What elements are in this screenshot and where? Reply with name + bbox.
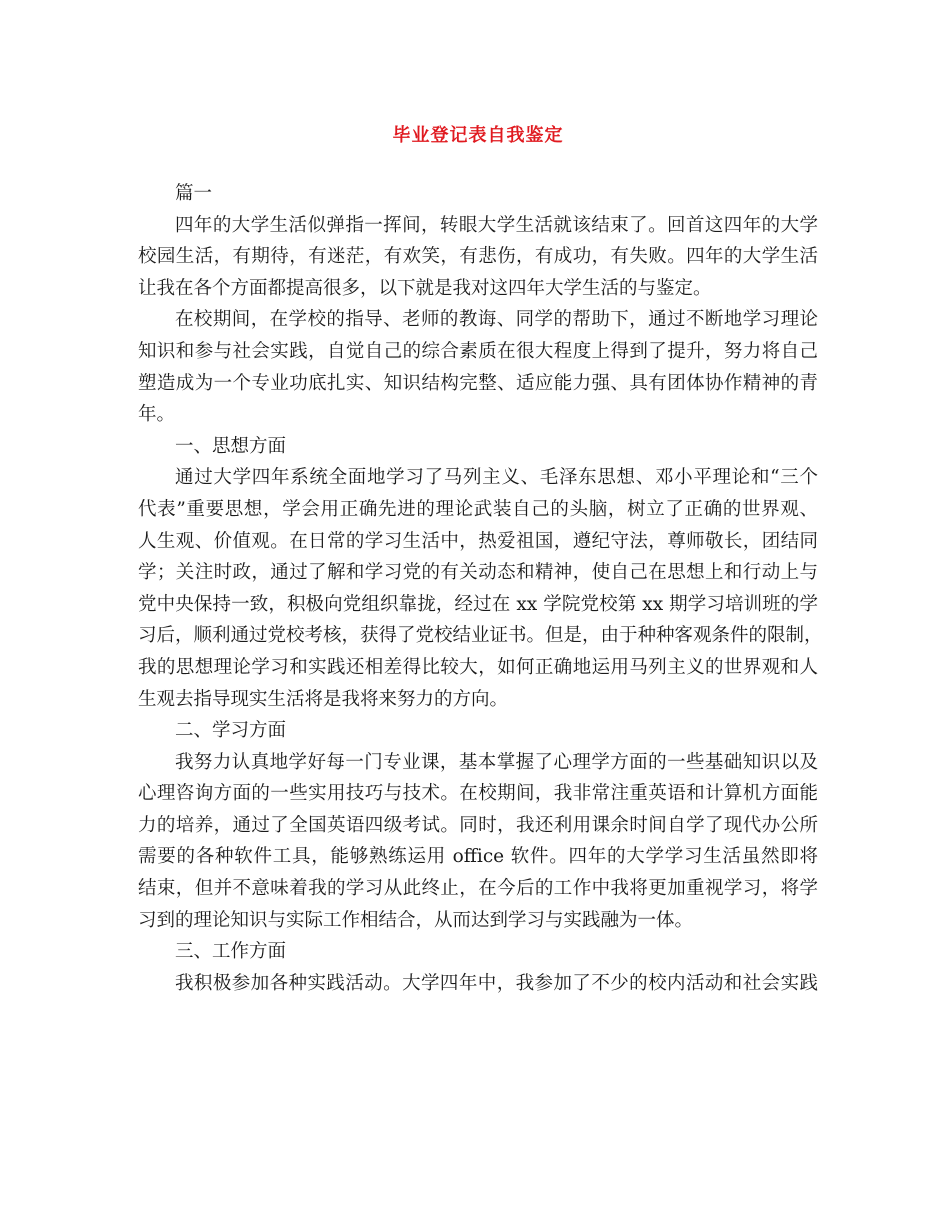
text-line: 需要的各种软件工具，能够熟练运用 office 软件。四年的大学学习生活虽然即将 bbox=[138, 846, 818, 868]
text-line: 三、工作方面 bbox=[175, 941, 287, 963]
text-line: 学；关注时政，通过了解和学习党的有关动态和精神，使自己在思想上和行动上与 bbox=[138, 562, 818, 584]
text-line: 我努力认真地学好每一门专业课，基本掌握了心理学方面的一些基础知识以及 bbox=[175, 751, 818, 773]
text-line: 塑造成为一个专业功底扎实、知识结构完整、适应能力强、具有团体协作精神的青 bbox=[138, 372, 818, 394]
text-line: 知识和参与社会实践，自觉自己的综合素质在很大程度上得到了提升，努力将自己 bbox=[138, 340, 818, 362]
text-line: 在校期间，在学校的指导、老师的教诲、同学的帮助下，通过不断地学习理论 bbox=[175, 309, 818, 331]
text-line: 年。 bbox=[138, 404, 176, 426]
text-line: 篇一 bbox=[175, 183, 213, 204]
text-line: 习后，顺利通过党校考核，获得了党校结业证书。但是，由于种种客观条件的限制， bbox=[138, 625, 823, 647]
text-line: 通过大学四年系统全面地学习了马列主义、毛泽东思想、邓小平理论和“三个 bbox=[175, 467, 818, 489]
text-line: 二、学习方面 bbox=[175, 720, 287, 742]
document-body bbox=[138, 178, 823, 999]
text-line: 我积极参加各种实践活动。大学四年中，我参加了不少的校内活动和社会实践 bbox=[175, 972, 818, 994]
text-line: 生观去指导现实生活将是我将来努力的方向。 bbox=[138, 688, 509, 710]
text-line: 一、思想方面 bbox=[175, 435, 287, 457]
text-line: 校园生活，有期待，有迷茫，有欢笑，有悲伤，有成功，有失败。四年的大学生活 bbox=[138, 246, 818, 268]
text-line: 力的培养，通过了全国英语四级考试。同时，我还利用课余时间自学了现代办公所 bbox=[138, 814, 818, 836]
text-line: 四年的大学生活似弹指一挥间，转眼大学生活就该结束了。回首这四年的大学 bbox=[175, 214, 818, 236]
document-page bbox=[138, 120, 823, 999]
text-line: 心理咨询方面的一些实用技巧与技术。在校期间，我非常注重英语和计算机方面能 bbox=[138, 783, 818, 805]
text-line: 代表”重要思想，学会用正确先进的理论武装自己的头脑，树立了正确的世界观、 bbox=[138, 498, 818, 520]
text-line: 让我在各个方面都提高很多，以下就是我对这四年大学生活的与鉴定。 bbox=[138, 277, 712, 299]
document-title: 毕业登记表自我鉴定 bbox=[392, 125, 564, 146]
text-line: 我的思想理论学习和实践还相差得比较大，如何正确地运用马列主义的世界观和人 bbox=[138, 656, 818, 678]
text-line: 党中央保持一致，积极向党组织靠拢，经过在 xx 学院党校第 xx 期学习培训班的学 bbox=[138, 593, 818, 615]
text-line: 习到的理论知识与实际工作相结合，从而达到学习与实践融为一体。 bbox=[138, 909, 694, 931]
text-line: 人生观、价值观。在日常的学习生活中，热爱祖国，遵纪守法，尊师敬长，团结同 bbox=[138, 530, 818, 552]
text-line: 结束，但并不意味着我的学习从此终止，在今后的工作中我将更加重视学习，将学 bbox=[138, 878, 818, 900]
